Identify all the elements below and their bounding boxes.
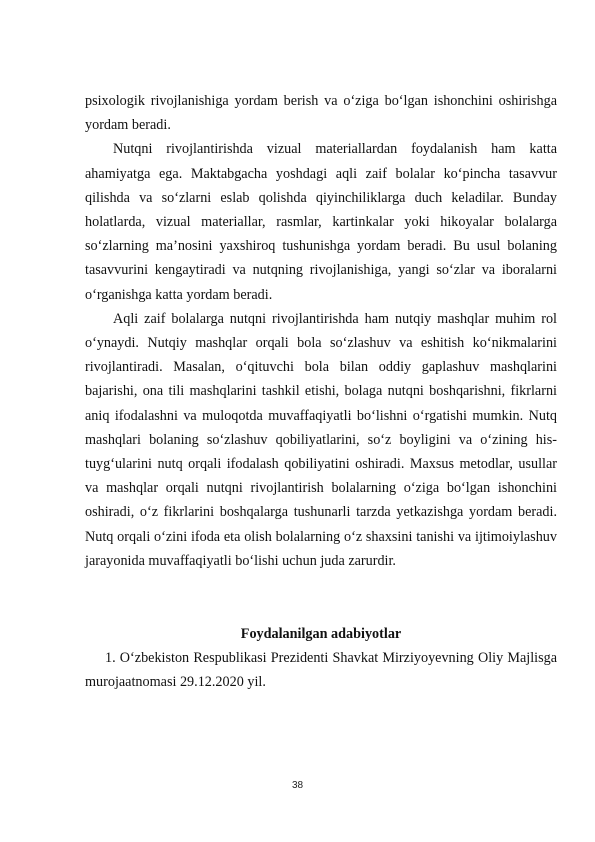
page-content (85, 89, 557, 695)
references-heading: Foydalanilgan adabiyotlar (240, 626, 402, 643)
paragraph-visual-materials: Nutqni rivojlantirishda vizual materiallardan foydalanish ham katta ahamiyatga ega. Maktabgacha yoshdagi aqli zaif bolalar ko‘pincha tasavvur qilishda va so‘zlarni eslab qolishda qiyinchiliklarga duch keladilar. Bunday holatlarda, vizual materiallar, rasmlar, kartinkalar yoki hikoyalar bolalarga so‘zlarning ma’nosini yaxshiroq tushunishga yordam beradi. Bu usul bolaning tasavvurini kengaytiradi va nutqning rivojlanishiga, yangi so‘zlar va iboralarni o‘rganishga katta yordam beradi. (85, 141, 557, 303)
paragraph-continuation: psixologik rivojlanishiga yordam berish va o‘ziga bo‘lgan ishonchini oshirishga yordam beradi. (85, 93, 557, 134)
reference-item: 1. O‘zbekiston Respublikasi Prezidenti Shavkat Mirziyoyevning Oliy Majlisga murojaatnomasi 29.12.2020 yil. (85, 650, 557, 691)
paragraph-speech-exercises: Aqli zaif bolalarga nutqni rivojlantirishda ham nutqiy mashqlar muhim rol o‘ynaydi. Nutqiy mashqlar orqali bola so‘zlashuv va eshitish ko‘nikmalarini rivojlantiradi. Masalan, o‘qituvchi bola bilan oddiy gaplashuv mashqlarini bajarishi, ona tili mashqlarini tashkil etishi, bolaga nutqni boshqarishni, fikrlarni aniq ifodalashni va muloqotda muvaffaqiyatli bo‘lishni o‘rgatishi mumkin. Nutq mashqlari bolaning so‘zlashuv qobiliyatlarini, so‘z boyligini va o‘zining his-tuyg‘ularini nutq orqali ifodalash qobiliyatini oshiradi. Maxsus metodlar, usullar va mashqlar orqali nutqni rivojlantirish bolalarning o‘ziga bo‘lgan ishonchini oshiradi, o‘z fikrlarini boshqalarga tushunarli tarzda yetkazishga yordam beradi. Nutq orqali o‘zini ifoda eta olish bolalarning o‘z shaxsini tanishi va ijtimoiylashuv jarayonida muvaffaqiyatli bo‘lishi uchun juda zarurdir. (85, 310, 557, 569)
page-number: 38 (291, 780, 304, 791)
